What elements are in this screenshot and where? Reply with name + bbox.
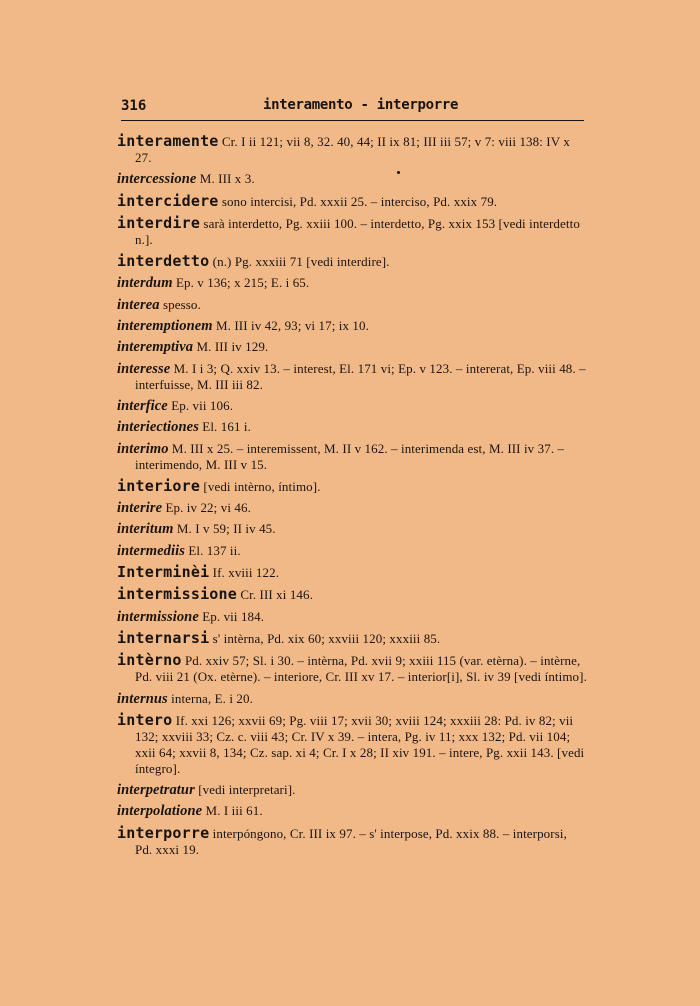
headword: interpetratur [117, 782, 195, 799]
headword: interdum [117, 275, 173, 292]
entry [117, 691, 587, 707]
headword: interdire [117, 213, 201, 232]
headword: intercidere [117, 191, 219, 210]
entry [117, 825, 587, 858]
entry [117, 215, 587, 248]
entry [117, 782, 587, 798]
entry-text: M. III iv 42, 93; vi 17; ix 10. [212, 318, 369, 334]
headword: intermissione [117, 585, 237, 604]
headword: intero [117, 710, 173, 729]
headword: internus [117, 690, 168, 707]
entry-text: sono intercisi, Pd. xxxii 25. – interciso, Pd. xxix 79. [218, 193, 498, 209]
entry [117, 478, 587, 495]
entry [117, 253, 587, 270]
entry [117, 712, 587, 777]
headword: interporre [117, 823, 210, 842]
headword: intèrno [117, 651, 182, 670]
headword: intermediis [117, 542, 185, 559]
entry-text: El. 161 i. [198, 419, 251, 435]
headword: interea [117, 296, 160, 313]
entry-text: M. III x 25. – interemissent, M. II v 162. – interimenda est, M. III iv 37. – interimendo, M. III v 15. [135, 440, 565, 472]
entry-text: sarà interdetto, Pg. xxiii 100. – interdetto, Pg. xxix 153 [vedi interdetto n.]. [135, 215, 580, 247]
entry-text: M. III iv 129. [193, 339, 269, 355]
headword: interiore [117, 476, 201, 495]
entry [117, 193, 587, 210]
entry-text: Pd. xxiv 57; Sl. i 30. – intèrna, Pd. xvii 9; xxiii 115 (var. etèrna). – intèrne, Pd. viii 21 (Ox. etèrne). – interiore, Cr. III xv 17. – interior[i], Sl. iv 39 [vedi íntimo]. [135, 653, 587, 685]
entry-text: El. 137 ii. [184, 542, 241, 558]
headword: interfice [117, 397, 168, 414]
entry [117, 564, 587, 581]
entry [117, 318, 587, 334]
dictionary-entries [117, 133, 587, 863]
running-head: interamento - interporre [263, 97, 459, 113]
headword: interemptiva [117, 339, 194, 356]
entry-text: spesso. [159, 296, 201, 312]
entry [117, 630, 587, 647]
entry [117, 586, 587, 603]
entry-text: (n.) Pg. xxxiii 71 [vedi interdire]. [209, 254, 390, 270]
entry-text: Cr. I ii 121; vii 8, 32. 40, 44; II ix 81; III iii 57; v 7: viii 138: IV x 27. [135, 134, 570, 165]
entry-text: interpóngono, Cr. III ix 97. – s' interpose, Pd. xxix 88. – interporsi, Pd. xxxi 19. [135, 825, 567, 857]
page-header [121, 96, 584, 121]
entry-text: M. I iii 61. [202, 803, 263, 819]
headword: interpolatione [117, 803, 203, 820]
entry [117, 652, 587, 685]
entry-text: Ep. vii 106. [167, 397, 234, 413]
headword: interesse [117, 360, 171, 377]
entry-text: s' intèrna, Pd. xix 60; xxviii 120; xxxiii 85. [209, 630, 441, 646]
entry-text: If. xviii 122. [209, 565, 280, 581]
entry [117, 803, 587, 819]
headword: interemptionem [117, 318, 213, 335]
entry [117, 398, 587, 414]
entry-text: Ep. v 136; x 215; E. i 65. [172, 275, 310, 291]
entry-text: Cr. III xi 146. [237, 587, 313, 603]
entry-text: Ep. vii 184. [198, 608, 265, 624]
entry [117, 275, 587, 291]
headword: interimo [117, 440, 169, 457]
entry-text: [vedi interpretari]. [194, 782, 296, 798]
entry-text: [vedi intèrno, íntimo]. [200, 478, 321, 494]
entry-text: interna, E. i 20. [167, 690, 253, 706]
entry [117, 361, 587, 393]
entry [117, 339, 587, 355]
page-number: 316 [121, 98, 147, 114]
entry [117, 609, 587, 625]
headword: interire [117, 500, 163, 517]
entry [117, 543, 587, 559]
headword: Interminèi [117, 563, 210, 582]
entry [117, 521, 587, 537]
entry [117, 133, 587, 166]
headword: intercessione [117, 171, 197, 188]
entry-text: If. xxi 126; xxvii 69; Pg. viii 17; xvii 30; xviii 124; xxxiii 28: Pd. iv 82; vii 132; xxviii 33; Cz. c. viii 43; Cr. IV x 39. – intera, Pg. iv 11; xxx 132; Pd. vii 104; xxii 64; xxvii 8, 134; Cz. sap. xi 4; Cr. I x 28; II xiv 191. – intere, Pg. xxii 143. [vedi íntegro]. [135, 712, 585, 776]
entry [117, 297, 587, 313]
headword: interdetto [117, 252, 210, 271]
entry-text: Ep. iv 22; vi 46. [162, 500, 251, 516]
entry [117, 419, 587, 435]
entry [117, 171, 587, 187]
entry [117, 500, 587, 516]
headword: interamente [117, 132, 219, 150]
entry-text: M. III x 3. [196, 171, 255, 187]
headword: interitum [117, 521, 174, 538]
headword: internarsi [117, 628, 210, 647]
headword: intermissione [117, 608, 199, 625]
headword: interiectiones [117, 419, 199, 436]
entry-text: M. I v 59; II iv 45. [173, 521, 276, 537]
entry [117, 441, 587, 473]
entry-text: M. I i 3; Q. xxiv 13. – interest, El. 171 vi; Ep. v 123. – intererat, Ep. viii 48. – interfuisse, M. III iii 82. [135, 360, 586, 392]
